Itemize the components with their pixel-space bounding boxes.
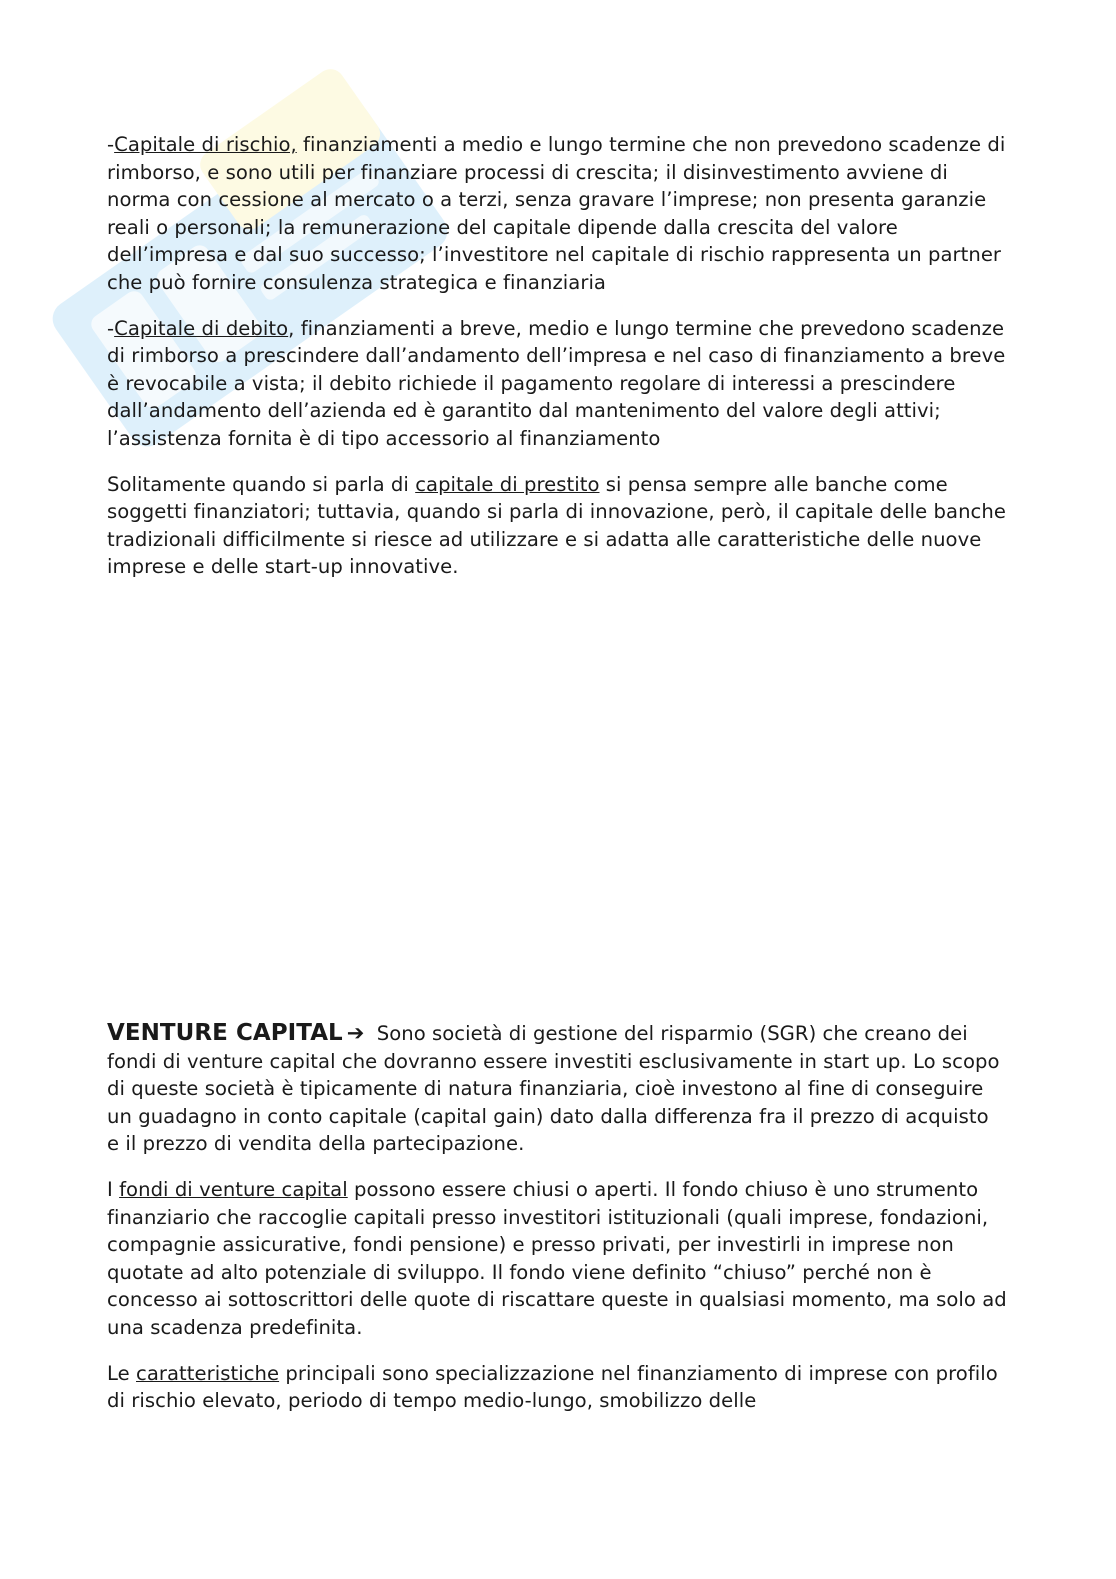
- para6-after: principali sono specializzazione nel finanziamento di imprese con profilo di rischio elevato, periodo di tempo medio-lungo, smobilizzo delle: [107, 1361, 998, 1413]
- para3-before: Solitamente quando si parla di: [107, 472, 416, 496]
- para3-after: si pensa sempre alle banche come soggetti finanziatori; tuttavia, quando si parla di innovazione, però, il capitale delle banche tradizionali difficilmente si riesce ad utilizzare e si adatta alle caratteristiche delle nuove imprese e delle start-up innovative.: [107, 472, 1006, 579]
- para2-prefix: -: [107, 316, 115, 340]
- term-caratteristiche: caratteristiche: [136, 1361, 280, 1385]
- paragraph-venture-capital: [107, 1020, 1007, 1158]
- para1-prefix: -: [107, 133, 115, 156]
- arrow-right-icon: ➔: [346, 1021, 365, 1045]
- paragraph-capitale-di-debito: [107, 315, 1007, 453]
- para2-body: , finanziamenti a breve, medio e lungo termine che prevedono scadenze di rimborso a prescindere dall’andamento dell’impresa e nel caso di finanziamento a breve è revocabile a vista; il debito richiede il pagamento regolare di interessi a prescindere dall’andamento dell’azienda ed è garantito dal mantenimento del valore degli attivi; l’assistenza fornita è di tipo accessorio al finanziamento: [107, 316, 1006, 450]
- paragraph-caratteristiche: [107, 1360, 1007, 1415]
- term-capitale-di-debito: Capitale di debito: [114, 316, 289, 340]
- term-capitale-di-prestito: capitale di prestito: [415, 472, 600, 496]
- para5-after: possono essere chiusi o aperti. Il fondo chiuso è uno strumento finanziario che raccoglie capitali presso investitori istituzionali (quali imprese, fondazioni, compagnie assicurative, fondi pensione) e presso privati, per investirli in imprese non quotate ad alto potenziale di sviluppo. Il fondo viene definito “chiuso” perché non è concesso ai sottoscrittori delle quote di riscattare queste in qualsiasi momento, ma solo ad una scadenza predefinita.: [107, 1177, 1007, 1339]
- term-fondi-di-venture-capital: fondi di venture capital: [119, 1177, 348, 1201]
- paragraph-capitale-di-rischio: [107, 131, 1007, 297]
- heading-venture-capital: VENTURE CAPITAL: [107, 1020, 343, 1046]
- document-body-top: [107, 131, 1007, 599]
- term-capitale-di-rischio: Capitale di rischio,: [114, 133, 297, 156]
- paragraph-capitale-di-prestito: [107, 471, 1007, 581]
- para5-before: I: [107, 1177, 120, 1201]
- para6-before: Le: [107, 1361, 137, 1385]
- venture-body: Sono società di gestione del risparmio (SGR) che creano dei fondi di venture capital che dovranno essere investiti esclusivamente in start up. Lo scopo di queste società è tipicamente di natura finanziaria, cioè investono al fine di conseguire un guadagno in conto capitale (capital gain) dato dalla differenza fra il prezzo di acquisto e il prezzo di vendita della partecipazione.: [107, 1022, 1000, 1156]
- document-body-bottom: [107, 1020, 1007, 1433]
- paragraph-fondi-venture-capital: [107, 1176, 1007, 1342]
- para1-body: finanziamenti a medio e lungo termine che non prevedono scadenze di rimborso, e sono utili per finanziare processi di crescita; il disinvestimento avviene di norma con cessione al mercato o a terzi, senza gravare l’imprese; non presenta garanzie reali o personali; la remunerazione del capitale dipende dalla crescita del valore dell’impresa e dal suo successo; l’investitore nel capitale di rischio rappresenta un partner che può fornire consulenza strategica e finanziaria: [107, 133, 1006, 294]
